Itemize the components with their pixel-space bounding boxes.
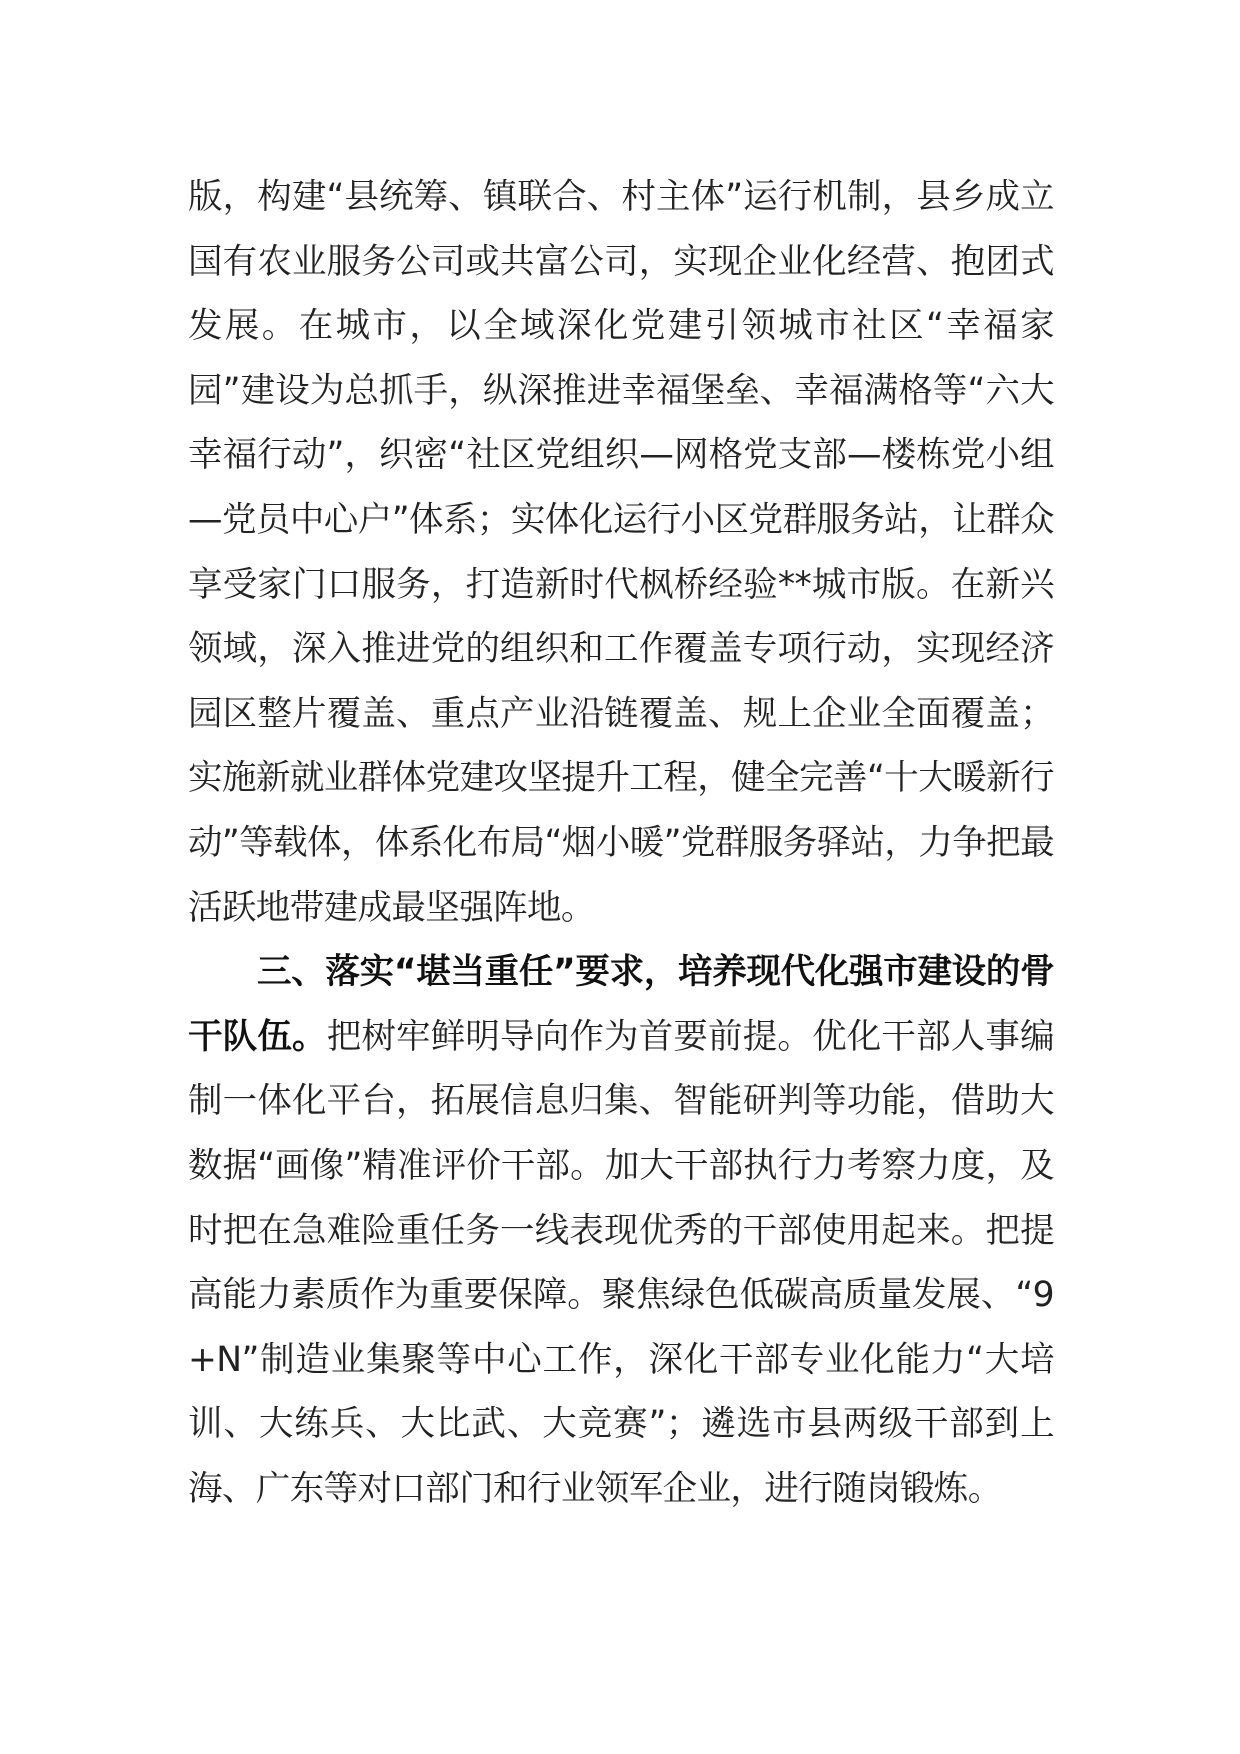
paragraph-text: 版，构建“县统筹、镇联合、村主体”运行机制，县乡成立国有农业服务公司或共富公司，实现企业化经营、抱团式发展。在城市，以全域深化党建引领城市社区“幸福家园”建设为总抓手，纵深推进幸福堡垒、幸福满格等“六大幸福行动”，织密“社区党组织—网格党支部—楼栋党小组—党员中心户”体系；实体化运行小区党群服务站，让群众享受家门口服务，打造新时代枫桥经验**城市版。在新兴领域，深入推进党的组织和工作覆盖专项行动，实现经济园区整片覆盖、重点产业沿链覆盖、规上企业全面覆盖；实施新就业群体党建攻坚提升工程，健全完善“十大暖新行动”等载体，体系化布局“烟小暖”党群服务驿站，力争把最活跃地带建成最坚强阵地。 <box>188 177 1054 928</box>
paragraph-continuation <box>188 165 1054 940</box>
section-heading: 三、落实“堪当重任”要求，培养现代化强市建设的骨干队伍。 <box>188 952 1054 1057</box>
paragraph-section-three <box>188 940 1054 1521</box>
document-page <box>188 165 1054 1521</box>
paragraph-text: 把树牢鲜明导向作为首要前提。优化干部人事编制一体化平台，拓展信息归集、智能研判等功能，借助大数据“画像”精准评价干部。加大干部执行力考察力度，及时把在急难险重任务一线表现优秀的干部使用起来。把提高能力素质作为重要保障。聚焦绿色低碳高质量发展、“9+N”制造业集聚等中心工作，深化干部专业化能力“大培训、大练兵、大比武、大竞赛”；遴选市县两级干部到上海、广东等对口部门和行业领军企业，进行随岗锻炼。 <box>188 1016 1054 1509</box>
